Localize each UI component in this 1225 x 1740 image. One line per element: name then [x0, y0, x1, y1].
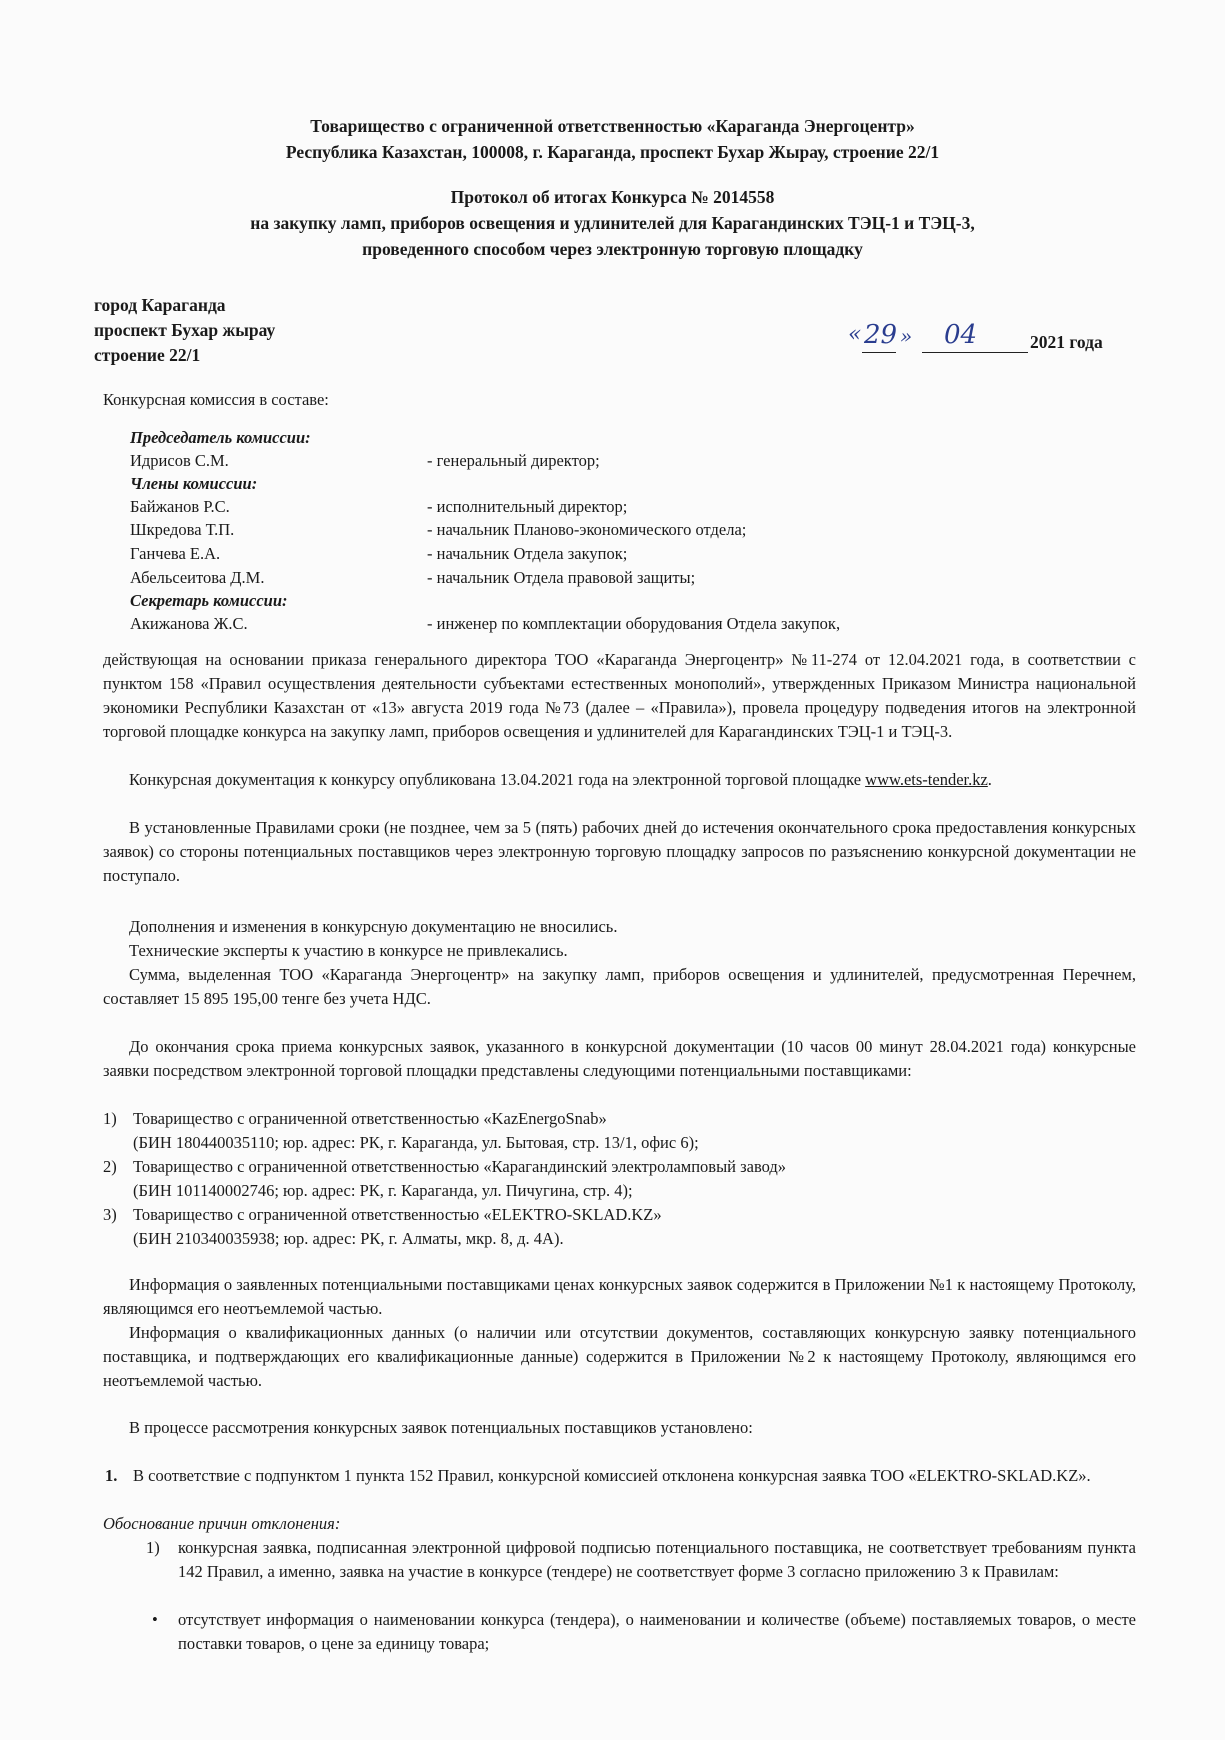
chair-heading: Председатель комиссии:: [130, 428, 311, 447]
chair-role: - генеральный директор;: [427, 451, 600, 470]
company-address: Республика Казахстан, 100008, г. Караганда, проспект Бухар Жырау, строение 22/1: [285, 142, 940, 162]
paragraph-publication: Конкурсная документация к конкурсу опубликована 13.04.2021 года на электронной торговой площадке www.ets-tender.kz.: [129, 770, 992, 789]
paragraph-budget: Сумма, выделенная ТОО «Караганда Энергоцентр» на закупку ламп, приборов освещения и удлинителей, предусмотренная Перечнем, составляет 15 895 195,00 тенге без учета НДС.: [103, 965, 1136, 1008]
paragraph-clarifications: В установленные Правилами сроки (не позднее, чем за 5 (пять) рабочих дней до истечения окончательного срока предоставления конкурсных заявок) со стороны потенциальных поставщиков через электронную торговую площадку запросов по разъяснению конкурсной документации не поступало.: [103, 818, 1136, 885]
rejection-reason-heading: Обоснование причин отклонения:: [103, 1514, 341, 1533]
member-name: Байжанов Р.С.: [130, 497, 230, 516]
item-number: 1.: [105, 1466, 118, 1485]
date-year: 2021 года: [1030, 332, 1103, 352]
member-role: - начальник Планово-экономического отдела;: [427, 520, 747, 539]
supplier-number: 3): [103, 1205, 117, 1224]
member-role: - начальник Отдела правовой защиты;: [427, 568, 696, 587]
company-name: Товарищество с ограниченной ответственностью «Караганда Энергоцентр»: [310, 116, 915, 136]
secretary-heading: Секретарь комиссии:: [130, 591, 288, 610]
place-building: строение 22/1: [94, 345, 201, 365]
protocol-subject: на закупку ламп, приборов освещения и удлинителей для Карагандинских ТЭЦ-1 и ТЭЦ-3,: [250, 213, 975, 233]
place-street: проспект Бухар жырау: [94, 320, 276, 340]
date-day: 29: [864, 320, 898, 350]
protocol-title: Протокол об итогах Конкурса № 2014558: [450, 187, 775, 207]
protocol-method: проведенного способом через электронную торговую площадку: [362, 239, 863, 259]
chair-name: Идрисов С.М.: [130, 451, 229, 470]
item-rejection: В соответствие с подпунктом 1 пункта 152 Правил, конкурсной комиссией отклонена конкурсная заявка ТОО «ELEKTRO-SKLAD.KZ».: [133, 1466, 1091, 1485]
paragraph-findings: В процессе рассмотрения конкурсных заявок потенциальных поставщиков установлено:: [129, 1418, 753, 1437]
paragraph-amendments: Дополнения и изменения в конкурсную документацию не вносились.: [129, 917, 618, 936]
member-name: Шкредова Т.П.: [130, 520, 235, 539]
supplier-name: Товарищество с ограниченной ответственностью «Карагандинский электроламповый завод»: [133, 1157, 787, 1176]
supplier-name: Товарищество с ограниченной ответственностью «KazEnergoSnab»: [133, 1109, 607, 1128]
paragraph-bids-received: До окончания срока приема конкурсных заявок, указанного в конкурсной документации (10 часов 00 минут 28.04.2021 года) конкурсные заявки посредством электронной торговой площадки представлены следующими потенциальными поставщиками:: [103, 1037, 1136, 1080]
supplier-number: 2): [103, 1157, 117, 1176]
member-name: Ганчева Е.А.: [130, 544, 221, 563]
bullet-text: отсутствует информация о наименовании конкурса (тендера), о наименовании и количестве (объеме) поставляемых товаров, о месте поставки товаров, о цене за единицу товара;: [178, 1610, 1136, 1653]
supplier-details: (БИН 101140002746; юр. адрес: РК, г. Караганда, ул. Пичугина, стр. 4);: [133, 1181, 633, 1200]
ets-tender-link[interactable]: www.ets-tender.kz: [865, 770, 988, 789]
supplier-details: (БИН 180440035110; юр. адрес: РК, г. Караганда, ул. Бытовая, стр. 13/1, офис 6);: [133, 1133, 699, 1152]
date-open-quote: «: [848, 322, 862, 347]
bullet-icon: •: [152, 1610, 158, 1629]
secretary-name: Акижанова Ж.С.: [130, 614, 248, 633]
commission-intro: Конкурсная комиссия в составе:: [103, 390, 329, 409]
member-role: - начальник Отдела закупок;: [427, 544, 628, 563]
paragraph-appendix-2: Информация о квалификационных данных (о наличии или отсутствии документов, составляющих конкурсную заявку потенциального поставщика, и подтверждающих его квалификационные данные) содержится в Приложении №2 к настоящему Протоколу, являющимся его неотъемлемой частью.: [103, 1323, 1136, 1390]
date-month: 04: [944, 320, 978, 350]
protocol-date: [848, 320, 1128, 358]
supplier-number: 1): [103, 1109, 117, 1128]
date-close-quote: »: [900, 324, 913, 348]
secretary-role: - инженер по комплектации оборудования Отдела закупок,: [427, 614, 841, 633]
reason-number: 1): [146, 1538, 160, 1557]
member-role: - исполнительный директор;: [427, 497, 628, 516]
members-heading: Члены комиссии:: [130, 474, 258, 493]
supplier-details: (БИН 210340035938; юр. адрес: РК, г. Алматы, мкр. 8, д. 4А).: [133, 1229, 564, 1248]
place-city: город Караганда: [94, 295, 226, 315]
member-name: Абельсеитова Д.М.: [130, 568, 265, 587]
paragraph-basis: действующая на основании приказа генерального директора ТОО «Караганда Энергоцентр» №11-274 от 12.04.2021 года, в соответствии с пунктом 158 «Правил осуществления деятельности субъектами естественных монополий», утвержденных Приказом Министра национальной экономики Республики Казахстан от «13» августа 2019 года №73 (далее – «Правила»), провела процедуру подведения итогов на электронной торговой площадке конкурса на закупку ламп, приборов освещения и удлинителей для Карагандинских ТЭЦ-1 и ТЭЦ-3.: [103, 650, 1136, 741]
reason-text: конкурсная заявка, подписанная электронной цифровой подписью потенциального поставщика, не соответствует требованиям пункта 142 Правил, а именно, заявка на участие в конкурсе (тендере) не соответствует форме 3 согласно приложению 3 к Правилам:: [178, 1538, 1136, 1581]
paragraph-experts: Технические эксперты к участию в конкурсе не привлекались.: [129, 941, 568, 960]
paragraph-appendix-1: Информация о заявленных потенциальными поставщиками ценах конкурсных заявок содержится в Приложении №1 к настоящему Протоколу, являющимся его неотъемлемой частью.: [103, 1275, 1136, 1318]
supplier-name: Товарищество с ограниченной ответственностью «ELEKTRO-SKLAD.KZ»: [133, 1205, 662, 1224]
